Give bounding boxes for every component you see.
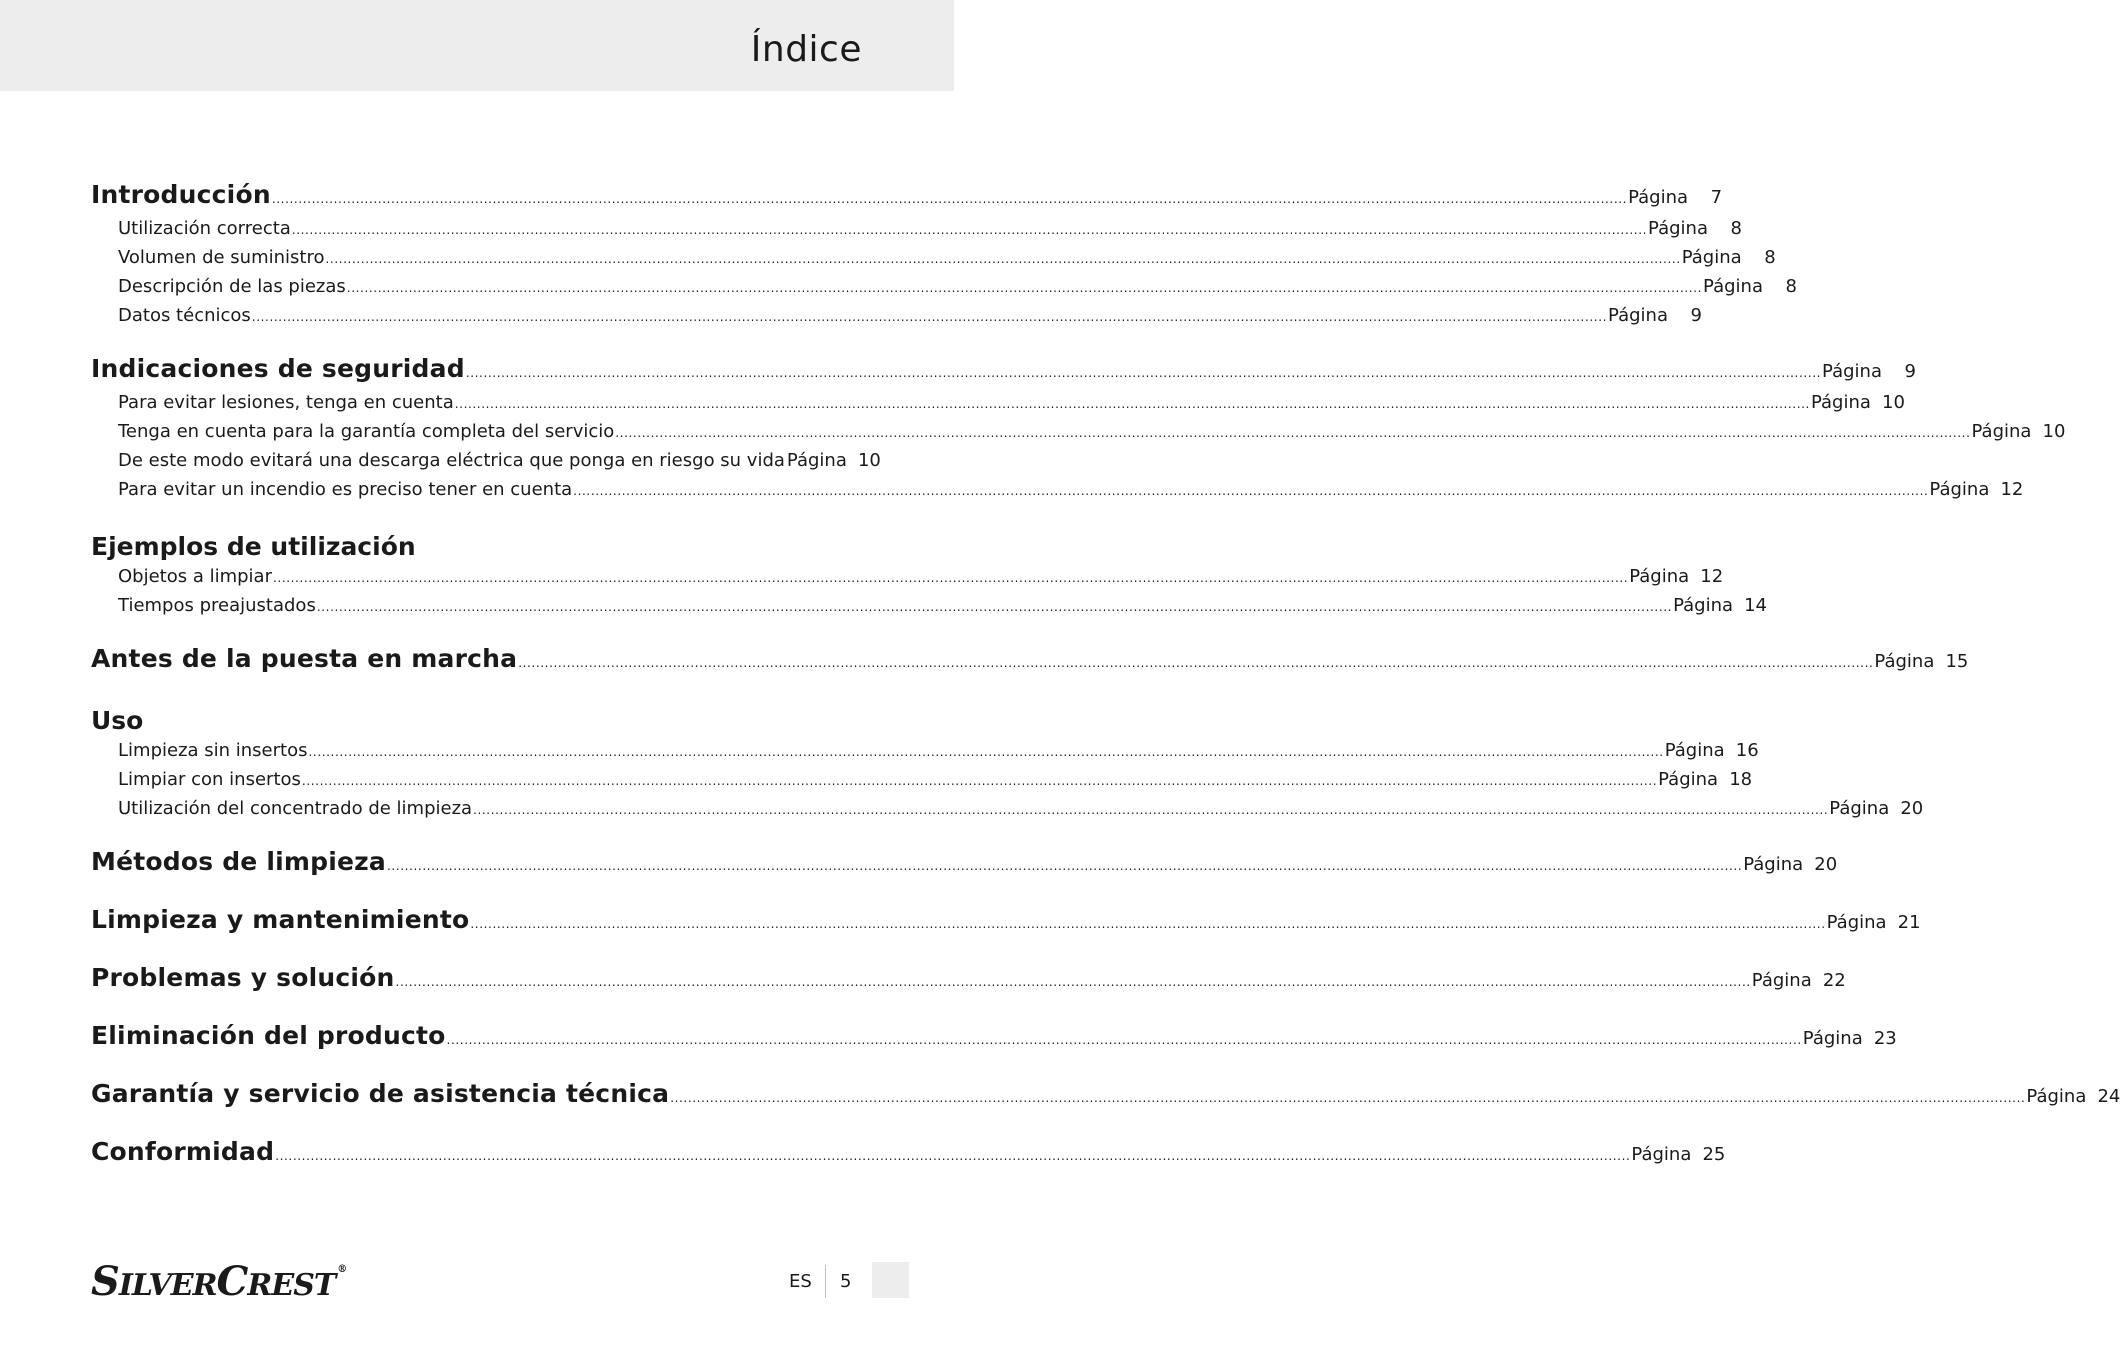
page-number: 24 <box>2097 1086 2120 1107</box>
footer-divider <box>825 1265 826 1298</box>
toc-section <box>91 644 1969 682</box>
toc-subsection <box>91 769 1753 798</box>
toc-subsection-title: Utilización del concentrado de limpieza <box>118 798 473 819</box>
page-word: Página <box>1703 276 1763 297</box>
page-number: 10 <box>857 450 881 471</box>
page-word: Página <box>1829 798 1890 819</box>
toc-subsection-title: De este modo evitará una descarga eléctrica que ponga en riesgo su vida <box>118 450 785 471</box>
dot-leader <box>447 1033 1802 1047</box>
toc-subsection <box>91 276 1797 305</box>
page-number: 7 <box>1710 187 1723 208</box>
toc-subsection-title: Para evitar lesiones, tenga en cuenta <box>118 392 454 413</box>
page-word: Página <box>1631 1144 1692 1165</box>
page-number: 22 <box>1822 970 1846 991</box>
toc-section <box>91 905 1921 943</box>
dot-leader <box>347 281 1702 295</box>
toc-subsection-title: Utilización correcta <box>118 218 291 239</box>
toc-subsection-title: Descripción de las piezas <box>118 276 346 297</box>
page-word: Página <box>1673 595 1734 616</box>
dot-leader <box>273 571 1628 585</box>
dot-leader <box>473 803 1828 817</box>
page-number: 9 <box>1690 305 1702 326</box>
dot-leader <box>252 310 1607 324</box>
page-number: 9 <box>1904 361 1916 382</box>
toc-section-heading: Uso <box>91 706 144 735</box>
toc-subsection-title: Tiempos preajustados <box>118 595 316 616</box>
page-number: 8 <box>1764 247 1776 268</box>
toc-section <box>91 1079 2120 1117</box>
page-word: Página <box>2026 1086 2087 1107</box>
page-word: Página <box>1971 421 2032 442</box>
toc-subsection <box>91 566 1724 595</box>
page-number: 23 <box>1873 1028 1897 1049</box>
toc-subsection <box>91 798 1924 827</box>
page-number: 25 <box>1702 1144 1726 1165</box>
dot-leader <box>518 656 1873 670</box>
toc-subsection <box>91 595 1768 624</box>
registered-mark: ® <box>337 1264 347 1275</box>
dot-leader <box>272 192 1627 206</box>
dot-leader <box>615 426 1970 440</box>
dot-leader <box>308 745 1663 759</box>
footer-language: ES <box>789 1271 812 1292</box>
page-word: Página <box>1826 912 1887 933</box>
dot-leader <box>302 774 1657 788</box>
page-word: Página <box>1822 361 1882 382</box>
dot-leader <box>275 1149 1630 1163</box>
toc-section-title: Limpieza y mantenimiento <box>91 905 470 934</box>
dot-leader <box>396 975 1751 989</box>
toc-subsection-title: Tenga en cuenta para la garantía completa del servicio <box>118 421 615 442</box>
toc-section <box>91 1021 1897 1059</box>
toc-subsection <box>91 305 1702 334</box>
toc-section <box>91 180 1723 218</box>
toc-section-title: Introducción <box>91 180 271 209</box>
page-number: 20 <box>1814 854 1838 875</box>
toc-subsection <box>91 247 1776 276</box>
toc-subsection-title: Volumen de suministro <box>118 247 325 268</box>
page-word: Página <box>1681 247 1742 268</box>
toc-subsection-title: Para evitar un incendio es preciso tener en cuenta <box>118 479 573 500</box>
toc-section-title: Eliminación del producto <box>91 1021 446 1050</box>
dot-leader <box>387 859 1742 873</box>
dot-leader <box>317 600 1672 614</box>
toc-subsection <box>91 218 1742 247</box>
page-word: Página <box>1648 218 1708 239</box>
page-number: 21 <box>1897 912 1921 933</box>
toc-section-title: Antes de la puesta en marcha <box>91 644 518 673</box>
toc-section <box>91 1137 1726 1175</box>
dot-leader <box>292 223 1647 237</box>
page-word: Página <box>1628 187 1689 208</box>
dot-leader <box>455 397 1810 411</box>
toc-subsection-title: Datos técnicos <box>118 305 251 326</box>
dot-leader <box>573 484 1928 498</box>
page-word: Página <box>786 450 847 471</box>
toc-subsection <box>91 392 1905 421</box>
dot-leader <box>470 917 1825 931</box>
page-number: 20 <box>1900 798 1924 819</box>
page-word: Página <box>1802 1028 1863 1049</box>
page-number: 8 <box>1730 218 1742 239</box>
page-number: 10 <box>1882 392 1905 413</box>
page-number: 18 <box>1729 769 1753 790</box>
footer-tab-box <box>872 1262 909 1298</box>
dot-leader <box>670 1091 2025 1105</box>
page-number: 16 <box>1735 740 1759 761</box>
page-word: Página <box>1751 970 1812 991</box>
toc-section-title: Indicaciones de seguridad <box>91 354 465 383</box>
page-number: 10 <box>2042 421 2066 442</box>
page-number: 12 <box>2000 479 2024 500</box>
toc-subsection-title: Limpieza sin insertos <box>118 740 308 761</box>
page-number: 15 <box>1945 651 1969 672</box>
page-word: Página <box>1629 566 1690 587</box>
toc-subsection <box>91 479 2024 508</box>
page-number: 8 <box>1785 276 1797 297</box>
toc-subsection <box>91 740 1759 769</box>
toc-section-title: Métodos de limpieza <box>91 847 386 876</box>
toc-section-title: Garantía y servicio de asistencia técnica <box>91 1079 670 1108</box>
toc-section-heading: Ejemplos de utilización <box>91 532 416 561</box>
page-header <box>0 0 954 91</box>
silvercrest-logo <box>91 1258 347 1305</box>
table-of-contents <box>91 180 2120 1175</box>
dot-leader <box>325 252 1680 266</box>
toc-section <box>91 963 1846 1001</box>
page-word: Página <box>1664 740 1725 761</box>
page-word: Página <box>1810 392 1871 413</box>
page-word: Página <box>1874 651 1935 672</box>
page-word: Página <box>1608 305 1668 326</box>
page-number: 14 <box>1744 595 1768 616</box>
toc-section-title: Problemas y solución <box>91 963 395 992</box>
footer-page-number: 5 <box>840 1271 852 1292</box>
toc-section <box>91 847 1838 885</box>
toc-section <box>91 354 1916 392</box>
logo-letters: ILVER <box>118 1268 217 1303</box>
page-number: 12 <box>1700 566 1724 587</box>
page-word: Página <box>1929 479 1990 500</box>
page-word: Página <box>1658 769 1719 790</box>
page-word: Página <box>1743 854 1804 875</box>
logo-letter: S <box>91 1258 119 1305</box>
dot-leader <box>466 366 1821 380</box>
toc-subsection <box>91 450 881 479</box>
logo-letter: C <box>216 1258 248 1305</box>
toc-section-title: Conformidad <box>91 1137 275 1166</box>
toc-subsection-title: Limpiar con insertos <box>118 769 301 790</box>
toc-subsection-title: Objetos a limpiar <box>118 566 272 587</box>
toc-subsection <box>91 421 2066 450</box>
page-title: Índice <box>750 29 862 70</box>
logo-letters: REST <box>247 1268 336 1303</box>
